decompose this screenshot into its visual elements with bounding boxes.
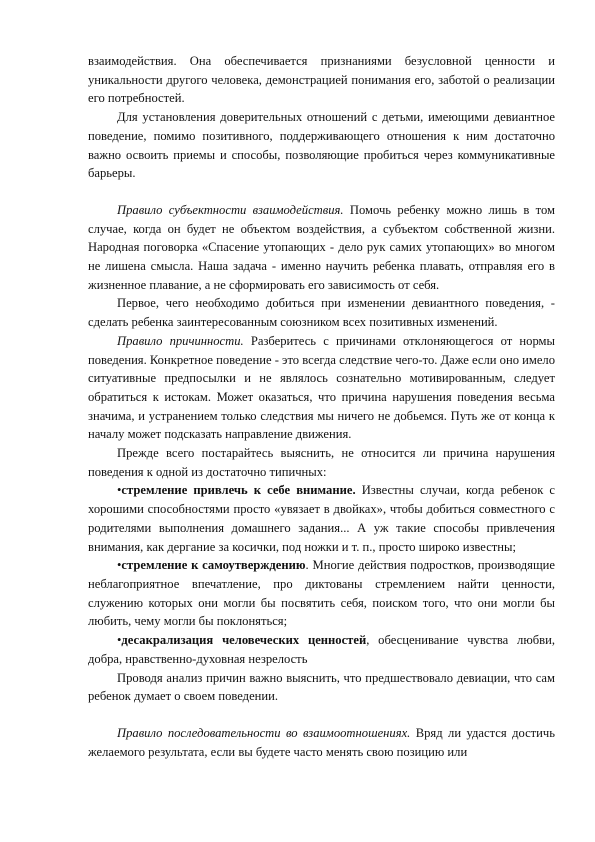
rule-title: Правило последовательности во взаимоотношениях. — [117, 725, 411, 740]
list-item-text: . Многие действия подростков, производящие неблагоприятное впечатление, про диктованы стремлением найти ценности, служению которых они могли бы посвятить себя, поиском того, что они могли бы любить, чему могли бы поклоняться; — [88, 558, 555, 629]
rule-causality-paragraph — [88, 332, 555, 444]
list-item-bold: стремление привлечь к себе внимание. — [121, 483, 356, 498]
bullet-marker: • — [117, 483, 122, 498]
paragraph: Прежде всего постарайтесь выяснить, не относится ли причина нарушения поведения к одной из достаточно типичных: — [88, 446, 555, 479]
rule-consistency-paragraph — [88, 724, 555, 761]
paragraph-spacer — [88, 706, 555, 724]
paragraph: Первое, чего необходимо добиться при изменении девиантного поведения, - сделать ребенка заинтересованным союзником всех позитивных изменений. — [88, 296, 555, 330]
rule-text: Разберитесь с причинами отклоняющегося от нормы поведения. Конкретное поведение - это всегда следствие чего-то. Даже если оно имело ситуативные предпосылки и не являлось сознательно мотивированным, следует обратиться к истокам. Может оказаться, что причина нарушения поведения весьма значима, и устранением только следствия мы ничего не добьемся. Путь же от конца к началу может подсказать направление движения. — [88, 333, 556, 442]
paragraph: взаимодействия. Она обеспечивается признаниями безусловной ценности и уникальности другого человека, демонстрацией понимания его, заботой о реализации его потребностей. — [88, 54, 555, 106]
list-item-text: , обесценивание чувства любви, добра, нравственно-духовная незрелость — [88, 633, 555, 666]
bullet-marker: • — [117, 558, 122, 573]
list-item — [88, 556, 555, 631]
document-page — [88, 52, 555, 761]
paragraph-spacer — [88, 183, 555, 201]
paragraph: Для установления доверительных отношений с детьми, имеющими девиантное поведение, помимо позитивного, поддерживающего отношения к ним достаточно важно освоить приемы и способы, позволяющие пробиться через коммуникативные барьеры. — [88, 110, 555, 181]
rule-text: Помочь ребенку можно лишь в том случае, когда он будет не объектом воздействия, а субъектом собственной жизни. Народная поговорка «Спасение утопающих - дело рук самих утопающих» во многом не лишена смысла. Наша задача - именно научить ребенка плавать, отправляя его в жизненное плавание, а не сформировать его зависимость от себя. — [88, 202, 555, 292]
list-item — [88, 631, 555, 668]
rule-subjectivity-paragraph — [88, 201, 555, 295]
list-item — [88, 481, 555, 556]
paragraph: Проводя анализ причин важно выяснить, что предшествовало девиации, что сам ребенок думает о своем поведении. — [88, 670, 555, 704]
list-item-text: Известны случаи, когда ребенок с хорошими способностями просто «увязает в двойках», чтобы добиться совместного с родителями выполнения домашнего задания... А уж такие способы привлечения внимания, как дергание за косички, под ножки и т. п., просто широко известны; — [88, 483, 556, 554]
rule-title: Правило причинности. — [117, 333, 244, 348]
bullet-marker: • — [117, 633, 122, 648]
rule-title: Правило субъектности взаимодействия. — [117, 202, 344, 217]
list-item-bold: стремление к самоутверждению — [121, 558, 306, 573]
list-item-bold: десакрализация человеческих ценностей — [121, 633, 367, 648]
rule-text: Вряд ли удастся достичь желаемого результата, если вы будете часто менять свою позицию или — [88, 725, 555, 759]
